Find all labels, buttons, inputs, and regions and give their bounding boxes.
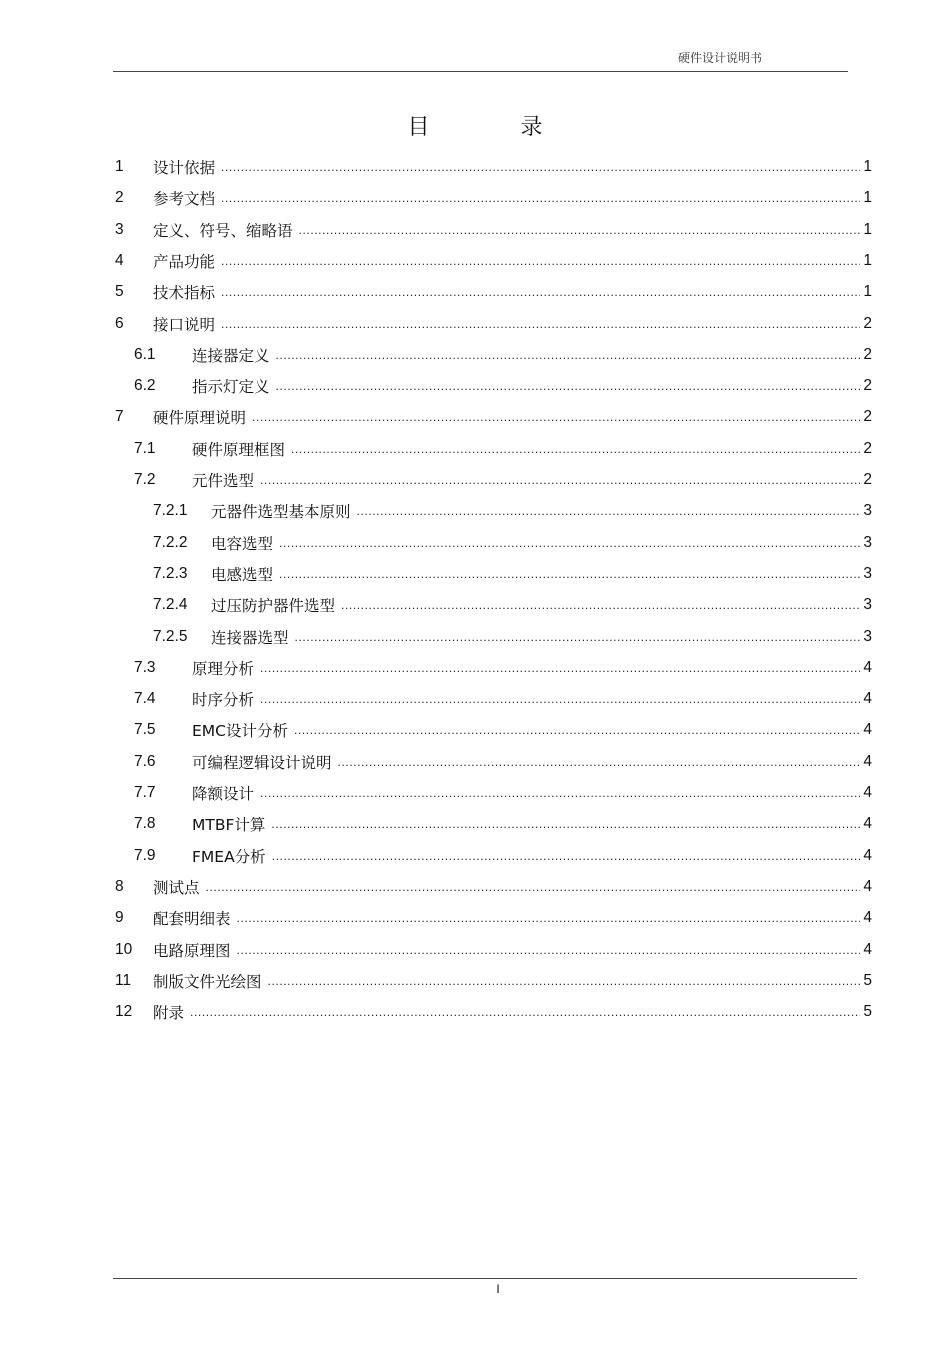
toc-dot-leader: [294, 723, 860, 744]
toc-entry[interactable]: [153, 529, 872, 557]
toc-entry-number: 7.4: [134, 690, 156, 708]
toc-entry[interactable]: [115, 967, 872, 995]
toc-entry-number: 7.5: [134, 721, 156, 739]
toc-entry-page: 2: [863, 314, 872, 332]
toc-dot-leader: [357, 504, 861, 525]
toc-dot-leader: [221, 160, 860, 181]
toc-entry[interactable]: [134, 466, 872, 494]
toc-entry[interactable]: [134, 654, 872, 682]
toc-entry-number: 7.9: [134, 846, 156, 864]
toc-entry-page: 2: [863, 471, 872, 488]
toc-entry-page: 2: [863, 439, 872, 457]
toc-entry[interactable]: [115, 184, 872, 212]
toc-entry[interactable]: [153, 560, 872, 588]
toc-entry-label: 配套明细表: [153, 910, 231, 929]
toc-dot-leader: [237, 943, 861, 964]
toc-entry-label: 电感选型: [211, 565, 274, 584]
toc-entry[interactable]: [115, 904, 872, 932]
toc-entry-number: 11: [115, 971, 132, 989]
toc-entry-number: 7.2.4: [153, 596, 188, 614]
toc-entry-label: 硬件原理说明: [153, 409, 247, 428]
toc-entry-page: 4: [863, 690, 872, 708]
toc-entry[interactable]: [134, 748, 872, 776]
toc-dot-leader: [341, 598, 860, 619]
footer-rule: [113, 1278, 857, 1279]
toc-entry-number: 6.2: [134, 377, 156, 395]
toc-entry[interactable]: [115, 216, 872, 244]
toc-entry-page: 3: [863, 502, 872, 520]
toc-entry-label: 制版文件光绘图: [153, 972, 262, 991]
toc-entry-page: 2: [863, 408, 872, 426]
toc-entry[interactable]: [115, 936, 872, 964]
toc-entry-label: 连接器选型: [211, 628, 289, 647]
toc-entry[interactable]: [134, 435, 872, 463]
toc-entry-page: 4: [863, 877, 872, 895]
toc-entry-label: 技术指标: [153, 284, 216, 303]
header-rule: [113, 71, 848, 72]
toc-dot-leader: [291, 442, 860, 463]
toc-entry-page: 3: [863, 533, 872, 551]
toc-entry-label: 电路原理图: [153, 941, 231, 960]
running-header: 硬件设计说明书: [678, 51, 763, 65]
toc-entry-page: 4: [863, 909, 872, 927]
toc-entry[interactable]: [134, 779, 872, 807]
toc-entry-label: 参考文档: [153, 190, 216, 209]
toc-entry-page: 2: [863, 345, 872, 363]
toc-dot-leader: [279, 567, 860, 588]
toc-entry-number: 7.1: [134, 439, 156, 457]
toc-dot-leader: [260, 786, 860, 807]
toc-entry[interactable]: [153, 591, 872, 619]
toc-entry[interactable]: [153, 497, 872, 525]
toc-dot-leader: [299, 223, 861, 244]
toc-entry-page: 2: [863, 377, 872, 395]
toc-entry-page: 1: [863, 283, 872, 301]
toc-entry-number: 8: [115, 877, 124, 895]
toc-entry-number: 7.6: [134, 752, 156, 770]
toc-entry-number: 9: [115, 909, 124, 927]
toc-entry-number: 7: [115, 408, 124, 426]
toc-entry[interactable]: [115, 247, 872, 275]
toc-entry-page: 5: [863, 1003, 872, 1021]
toc-dot-leader: [279, 536, 860, 557]
toc-entry-number: 4: [115, 251, 124, 269]
toc-entry[interactable]: [115, 403, 872, 431]
toc-entry-label: 元件选型: [192, 472, 255, 490]
toc-entry-label: 原理分析: [192, 659, 255, 678]
toc-entry-label: 时序分析: [192, 691, 255, 710]
toc-entry-page: 1: [863, 189, 872, 207]
toc-entry[interactable]: [134, 810, 872, 838]
toc-dot-leader: [221, 317, 860, 338]
toc-entry-number: 3: [115, 220, 124, 238]
toc-entry-number: 7.2.1: [153, 502, 188, 520]
toc-entry-number: 7.2.3: [153, 564, 188, 582]
toc-entry-number: 7.2: [134, 471, 156, 488]
toc-entry-page: 3: [863, 564, 872, 582]
toc-dot-leader: [260, 661, 860, 682]
toc-entry-number: 2: [115, 189, 124, 207]
toc-entry-page: 5: [863, 971, 872, 989]
toc-entry-page: 4: [863, 752, 872, 770]
toc-entry[interactable]: [115, 153, 872, 181]
toc-entry-page: 4: [863, 815, 872, 833]
toc-entry-number: 1: [115, 158, 124, 175]
toc-entry-page: 4: [863, 784, 872, 801]
toc-entry-label: FMEA分析: [192, 847, 266, 866]
toc-entry-page: 4: [863, 721, 872, 739]
toc-entry-label: 接口说明: [153, 315, 216, 334]
toc-entry-number: 6.1: [134, 345, 156, 363]
toc-entry[interactable]: [134, 716, 872, 744]
toc-dot-leader: [252, 410, 860, 431]
toc-entry-page: 3: [863, 627, 872, 645]
toc-entry-page: 1: [863, 251, 872, 269]
toc-dot-leader: [221, 191, 860, 212]
toc-dot-leader: [221, 254, 860, 275]
toc-dot-leader: [295, 630, 861, 651]
toc-entry[interactable]: [115, 998, 872, 1026]
toc-entry-label: 定义、符号、缩略语: [153, 221, 293, 240]
toc-entry-number: 7.7: [134, 784, 156, 801]
toc-dot-leader: [237, 911, 861, 932]
toc-dot-leader: [276, 379, 861, 400]
toc-dot-leader: [221, 285, 860, 306]
toc-entry[interactable]: [115, 278, 872, 306]
toc-entry-label: 测试点: [153, 878, 200, 897]
toc-entry-number: 7.2.5: [153, 627, 188, 645]
toc-entry-label: 指示灯定义: [192, 378, 270, 397]
toc-dot-leader: [260, 692, 860, 713]
toc-entry-label: 可编程逻辑设计说明: [192, 753, 332, 772]
toc-entry-number: 5: [115, 283, 124, 301]
toc-entry-page: 3: [863, 596, 872, 614]
toc-entry-label: 电容选型: [211, 534, 274, 553]
toc-entry-number: 12: [115, 1003, 133, 1021]
toc-entry-label: 产品功能: [153, 252, 216, 271]
toc-entry-label: 硬件原理框图: [192, 440, 286, 459]
toc-dot-leader: [272, 849, 861, 870]
toc-entry-label: MTBF计算: [192, 816, 266, 835]
toc-dot-leader: [260, 473, 860, 494]
toc-entry-label: 设计依据: [153, 159, 216, 177]
toc-dot-leader: [338, 755, 861, 776]
toc-entry-page: 1: [863, 220, 872, 238]
toc-entry-label: 附录: [153, 1004, 185, 1023]
toc-entry-label: EMC设计分析: [192, 722, 288, 741]
toc-entry-label: 过压防护器件选型: [211, 597, 336, 616]
toc-dot-leader: [276, 348, 861, 369]
toc-entry-page: 4: [863, 846, 872, 864]
toc-entry-number: 7.3: [134, 658, 156, 676]
toc-entry-number: 10: [115, 940, 133, 958]
toc-entry[interactable]: [115, 873, 872, 901]
toc-entry[interactable]: [134, 372, 872, 400]
toc-entry[interactable]: [134, 685, 872, 713]
toc-entry-page: 1: [863, 158, 872, 175]
toc-entry-page: 4: [863, 658, 872, 676]
toc-entry-page: 4: [863, 940, 872, 958]
toc-entry-number: 7.2.2: [153, 533, 188, 551]
toc-entry[interactable]: [134, 842, 872, 870]
toc-dot-leader: [190, 1005, 860, 1026]
toc-entry-number: 7.8: [134, 815, 156, 833]
toc-entry-label: 降额设计: [192, 785, 255, 803]
toc-entry-label: 元器件选型基本原则: [211, 503, 351, 522]
toc-entry-label: 连接器定义: [192, 346, 270, 365]
toc-dot-leader: [268, 974, 861, 995]
toc-entry[interactable]: [115, 310, 872, 338]
toc-entry-number: 6: [115, 314, 124, 332]
toc-title: 目 录: [407, 115, 585, 140]
toc-entry[interactable]: [153, 623, 872, 651]
toc-dot-leader: [271, 817, 860, 838]
toc-entry[interactable]: [134, 341, 872, 369]
toc-dot-leader: [206, 880, 861, 901]
footer-page-number: I: [496, 1282, 500, 1296]
